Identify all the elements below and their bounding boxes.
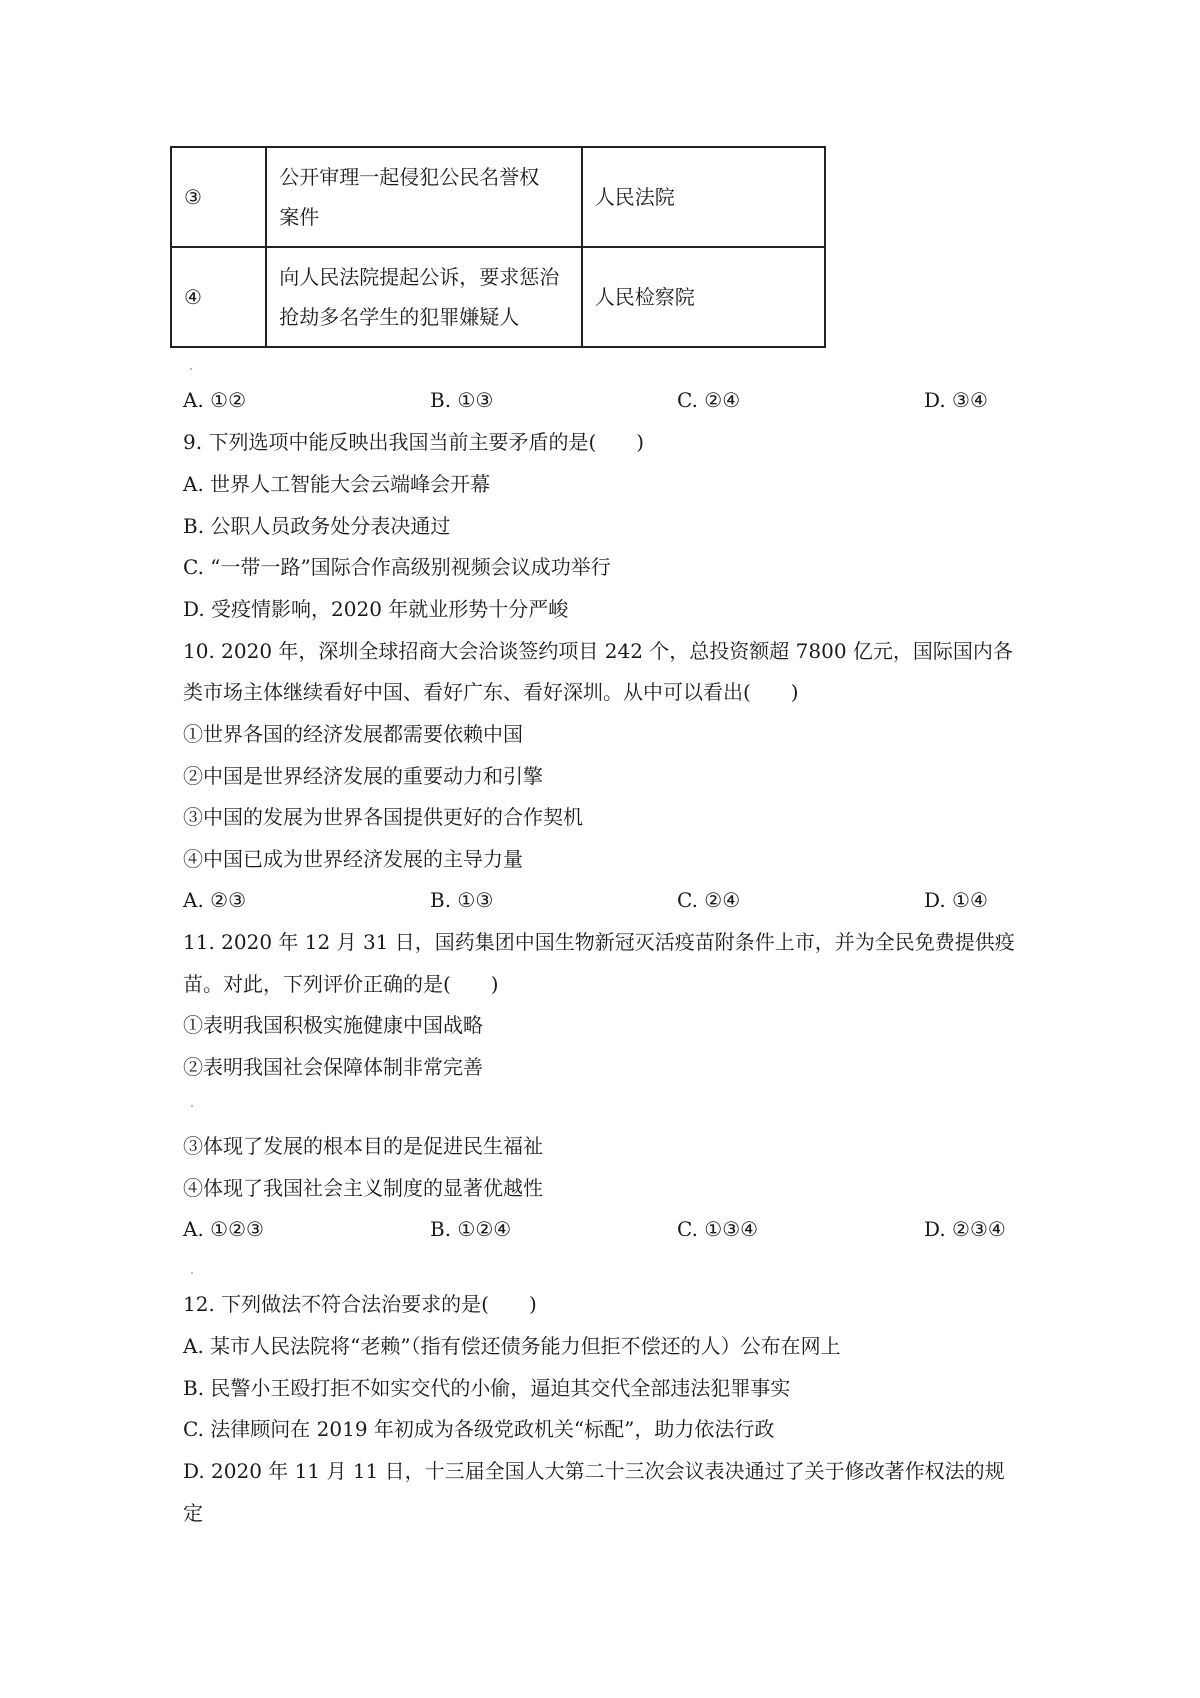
q8-option-b: B. ①③ [430,388,494,412]
table-row-number: ④ [171,247,266,347]
q12-stem: 12. 下列做法不符合法治要求的是( ) [183,1292,537,1316]
table-row-organ: 人民法院 [582,147,825,247]
scan-speck [191,1105,193,1107]
q10-stem-line2: 类市场主体继续看好中国、看好广东、看好深圳。从中可以看出( ) [183,680,799,704]
q11-statement-4: ④体现了我国社会主义制度的显著优越性 [183,1176,543,1200]
q12-option-d: D. 2020 年 11 月 11 日，十三届全国人大第二十三次会议表决通过了关于修改著作权法的规 [183,1459,1005,1483]
table-row-organ: 人民检察院 [582,247,825,347]
table-row-number: ③ [171,147,266,247]
q10-statement-4: ④中国已成为世界经济发展的主导力量 [183,847,523,871]
table-row-content [266,147,581,247]
table-row-content-line: 案件 [279,205,320,229]
answer-table [170,146,826,348]
q11-statement-1: ①表明我国积极实施健康中国战略 [183,1013,483,1037]
q9-stem: 9. 下列选项中能反映出我国当前主要矛盾的是( ) [183,430,645,454]
q11-statement-3: ③体现了发展的根本目的是促进民生福祉 [183,1134,543,1158]
q9-option-a: A. 世界人工智能大会云端峰会开幕 [183,472,491,496]
table-row [171,247,825,347]
q10-statement-2: ②中国是世界经济发展的重要动力和引擎 [183,764,543,788]
q10-statement-3: ③中国的发展为世界各国提供更好的合作契机 [183,805,583,829]
q8-option-d: D. ③④ [924,388,988,412]
q12-option-a: A. 某市人民法院将“老赖”（指有偿还债务能力但拒不偿还的人）公布在网上 [183,1334,841,1358]
q10-stem-line1: 10. 2020 年，深圳全球招商大会洽谈签约项目 242 个，总投资额超 7800 亿元，国际国内各 [183,639,1013,663]
q11-option-d: D. ②③④ [924,1217,1006,1241]
table-row-content [266,247,581,347]
q10-option-c: C. ②④ [677,888,741,912]
q8-option-c: C. ②④ [677,388,741,412]
scan-speck [190,368,192,370]
q8-option-a: A. ①② [183,388,247,412]
table-row-content-line: 抢劫多名学生的犯罪嫌疑人 [279,305,520,329]
q10-statement-1: ①世界各国的经济发展都需要依赖中国 [183,722,523,746]
q10-option-d: D. ①④ [924,888,988,912]
q9-option-c: C. “一带一路”国际合作高级别视频会议成功举行 [183,555,611,579]
scan-speck [191,1272,193,1274]
q11-stem-line1: 11. 2020 年 12 月 31 日，国药集团中国生物新冠灭活疫苗附条件上市，并为全民免费提供疫 [183,930,1015,954]
q10-option-b: B. ①③ [430,888,494,912]
q11-option-c: C. ①③④ [677,1217,759,1241]
q11-option-b: B. ①②④ [430,1217,512,1241]
q11-option-a: A. ①②③ [183,1217,264,1241]
table-row-content-line: 公开审理一起侵犯公民名誉权 [279,165,540,189]
table-row-content-line: 向人民法院提起公诉，要求惩治 [279,265,560,289]
q12-option-d-continued: 定 [183,1501,203,1525]
q12-option-b: B. 民警小王殴打拒不如实交代的小偷，逼迫其交代全部违法犯罪事实 [183,1376,791,1400]
q12-option-c: C. 法律顾问在 2019 年初成为各级党政机关“标配”，助力依法行政 [183,1417,775,1441]
table-row [171,147,825,247]
q10-option-a: A. ②③ [183,888,247,912]
q9-option-b: B. 公职人员政务处分表决通过 [183,514,451,538]
q11-stem-line2: 苗。对此，下列评价正确的是( ) [183,972,499,996]
q11-statement-2: ②表明我国社会保障体制非常完善 [183,1055,483,1079]
q9-option-d: D. 受疫情影响，2020 年就业形势十分严峻 [183,597,569,621]
